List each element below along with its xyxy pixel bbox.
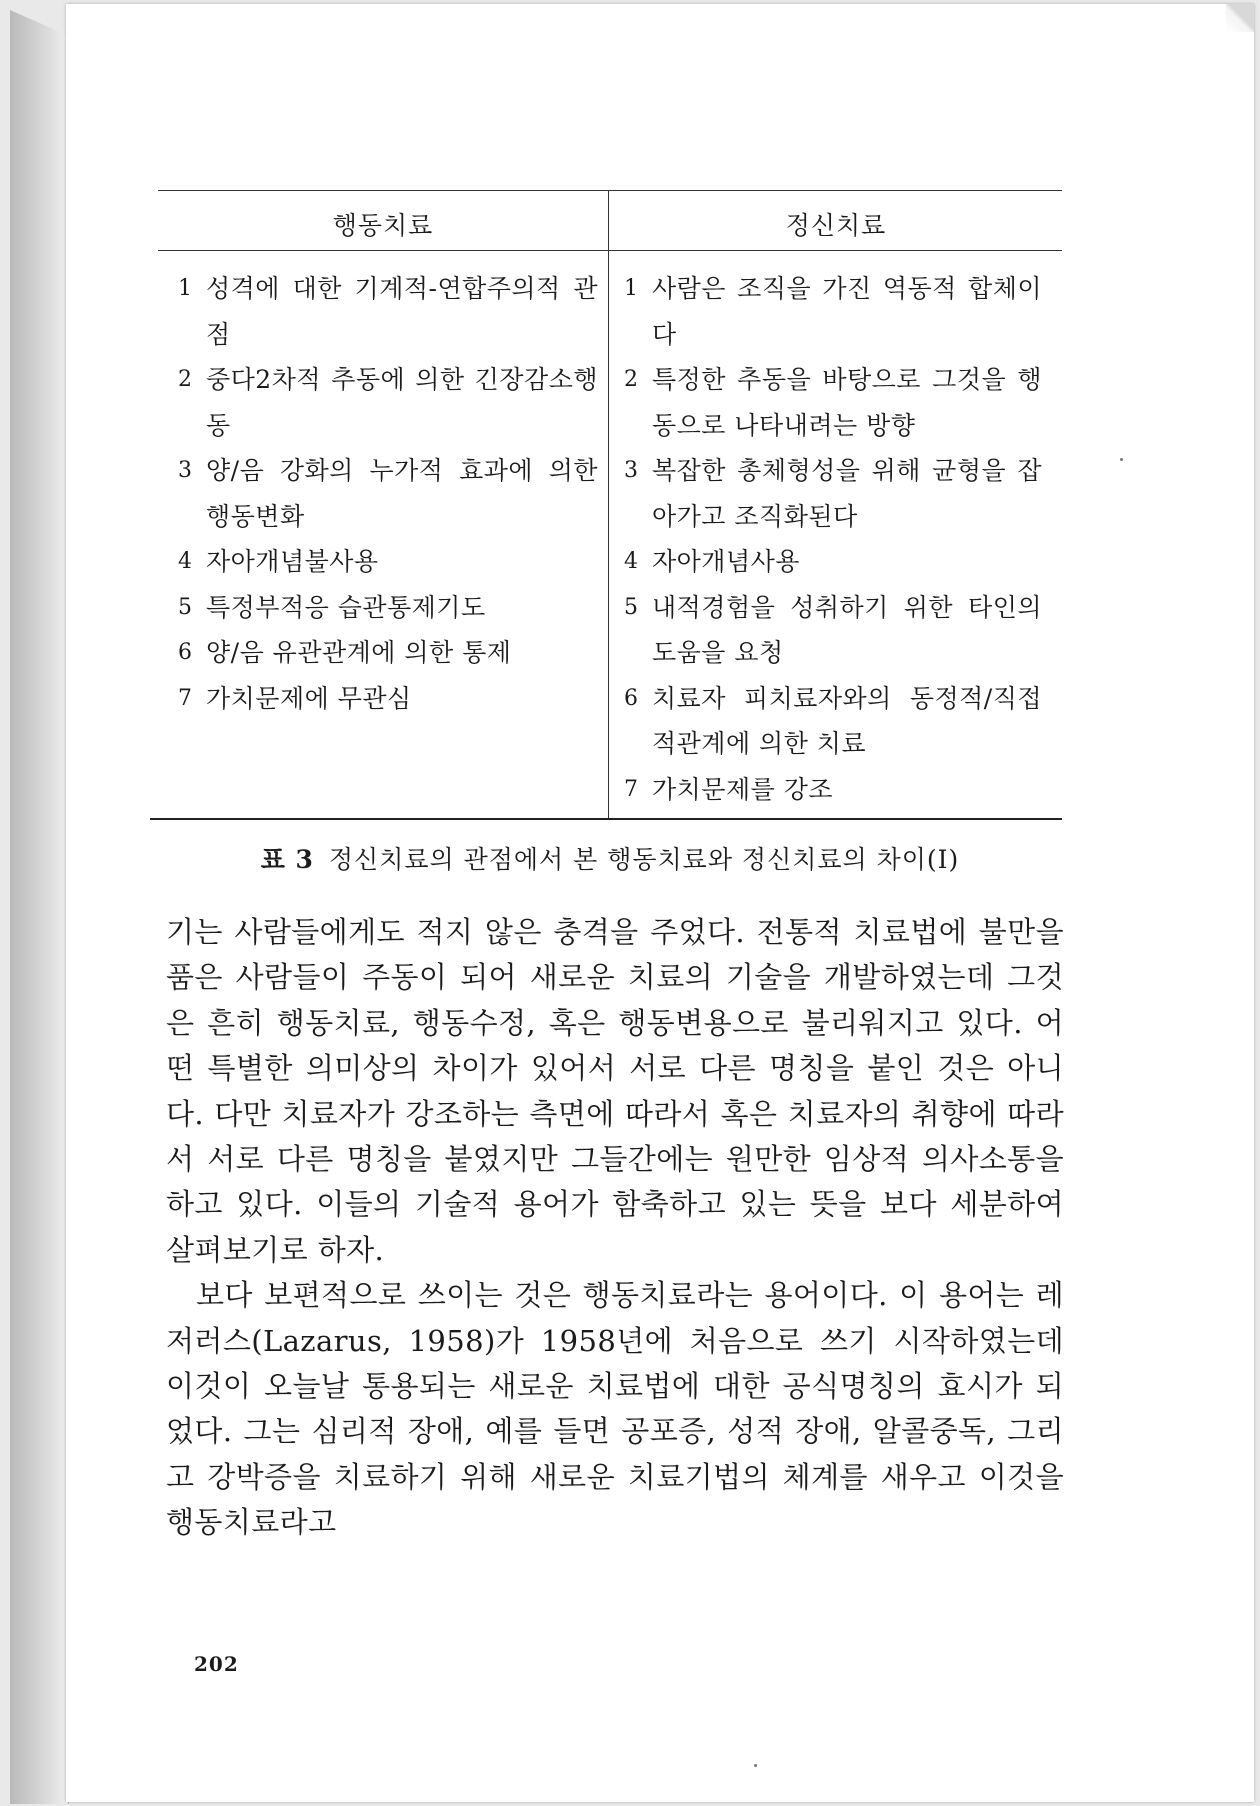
table-column-divider: [608, 190, 609, 818]
list-item: [624, 266, 1042, 357]
list-item: [624, 357, 1042, 448]
paragraph: 기는 사람들에게도 적지 않은 충격을 주었다. 전통적 치료법에 불만을 품은 사람들이 주동이 되어 새로운 치료의 기술을 개발하였는데 그것은 흔히 행동치료, 행동수정, 혹은 행동변용으로 불리워지고 있다. 어떤 특별한 의미상의 차이가 있어서 서로 다른 명칭을 붙인 것은 아니다. 다만 치료자가 강조하는 측면에 따라서 혹은 치료자의 취향에 따라서 서로 다른 명칭을 붙였지만 그들간에는 원만한 임상적 의사소통을 하고 있다. 이들의 기술적 용어가 함축하고 있는 뜻을 보다 세분하여 살펴보기로 하자.: [166, 915, 1064, 1267]
table-caption: [158, 840, 1062, 876]
list-item: [178, 585, 598, 631]
item-text: 가치문제에 무관심: [206, 683, 412, 713]
item-number: 5: [178, 594, 193, 620]
list-item: [624, 539, 1042, 585]
item-number: 6: [624, 685, 639, 711]
item-text: 자아개념불사용: [206, 547, 379, 576]
item-number: 3: [624, 458, 639, 483]
list-item: [624, 585, 1042, 676]
caption-label: 표 3: [260, 845, 314, 874]
table-header-rule: [158, 250, 1062, 251]
item-number: 2: [624, 367, 639, 392]
item-text: 양/음 강화의 누가적 효과에 의한 행동변화: [206, 456, 598, 531]
page-corner-fold: [1226, 4, 1254, 32]
item-text: 성격에 대한 기계적-연합주의적 관점: [206, 274, 598, 349]
item-text: 가치문제를 강조: [652, 774, 833, 804]
list-item: [624, 767, 1042, 813]
item-text: 특정한 추동을 바탕으로 그것을 행동으로 나타내려는 방향: [652, 365, 1042, 440]
list-item: [178, 539, 598, 585]
item-number: 4: [624, 549, 639, 574]
item-text: 복잡한 총체형성을 위해 균형을 잡아가고 조직화된다: [652, 456, 1042, 531]
item-text: 양/음 유관관계에 의한 통제: [206, 638, 512, 667]
item-text: 사람은 조직을 가진 역동적 합체이다: [652, 274, 1042, 349]
list-item: [178, 357, 598, 448]
list-item: [624, 448, 1042, 539]
item-text: 특정부적응 습관통제기도: [206, 592, 486, 622]
behavior-therapy-list: [178, 266, 598, 721]
list-item: [178, 266, 598, 357]
list-item: [624, 676, 1042, 767]
item-number: 6: [178, 640, 193, 665]
table-top-rule: [158, 190, 1062, 191]
item-text: 내적경험을 성취하기 위한 타인의 도움을 요청: [652, 592, 1042, 667]
list-item: [178, 676, 598, 722]
caption-text: 정신치료의 관점에서 본 행동치료와 정신치료의 차이(I): [328, 845, 960, 874]
table-bottom-rule: [150, 818, 1062, 820]
book-page-edges: [10, 10, 69, 1804]
item-number: 4: [178, 549, 193, 574]
paragraph: 보다 보편적으로 쓰이는 것은 행동치료라는 용어이다. 이 용어는 레저러스(Lazarus, 1958)가 1958년에 처음으로 쓰기 시작하였는데 이것이 오늘날 통용되는 새로운 치료법에 대한 공식명칭의 효시가 되었다. 그는 심리적 장애, 예를 들면 공포증, 성적 장애, 알콜중독, 그리고 강박증을 치료하기 위해 새로운 치료기법의 체계를 새우고 이것을 행동치료라고: [166, 1278, 1064, 1540]
item-number: 3: [178, 458, 193, 483]
item-number: 7: [178, 685, 193, 711]
page-number: 202: [194, 1652, 239, 1676]
scan-speck: [754, 1764, 757, 1767]
column-header-psychotherapy: 정신치료: [785, 211, 887, 240]
list-item: [178, 630, 598, 676]
list-item: [178, 448, 598, 539]
item-number: 1: [624, 276, 639, 301]
body-text: [166, 910, 1064, 1546]
item-number: 7: [624, 776, 639, 802]
item-number: 1: [178, 276, 193, 301]
column-header-behavior-therapy: 행동치료: [332, 211, 434, 240]
item-text: 치료자 피치료자와의 동정적/직접적관계에 의한 치료: [652, 683, 1042, 758]
psychotherapy-list: [624, 266, 1042, 812]
item-number: 5: [624, 594, 639, 620]
item-number: 2: [178, 367, 193, 392]
item-text: 중다2차적 추동에 의한 긴장감소행동: [206, 365, 598, 440]
scan-speck: [1120, 458, 1123, 461]
item-text: 자아개념사용: [652, 547, 800, 576]
